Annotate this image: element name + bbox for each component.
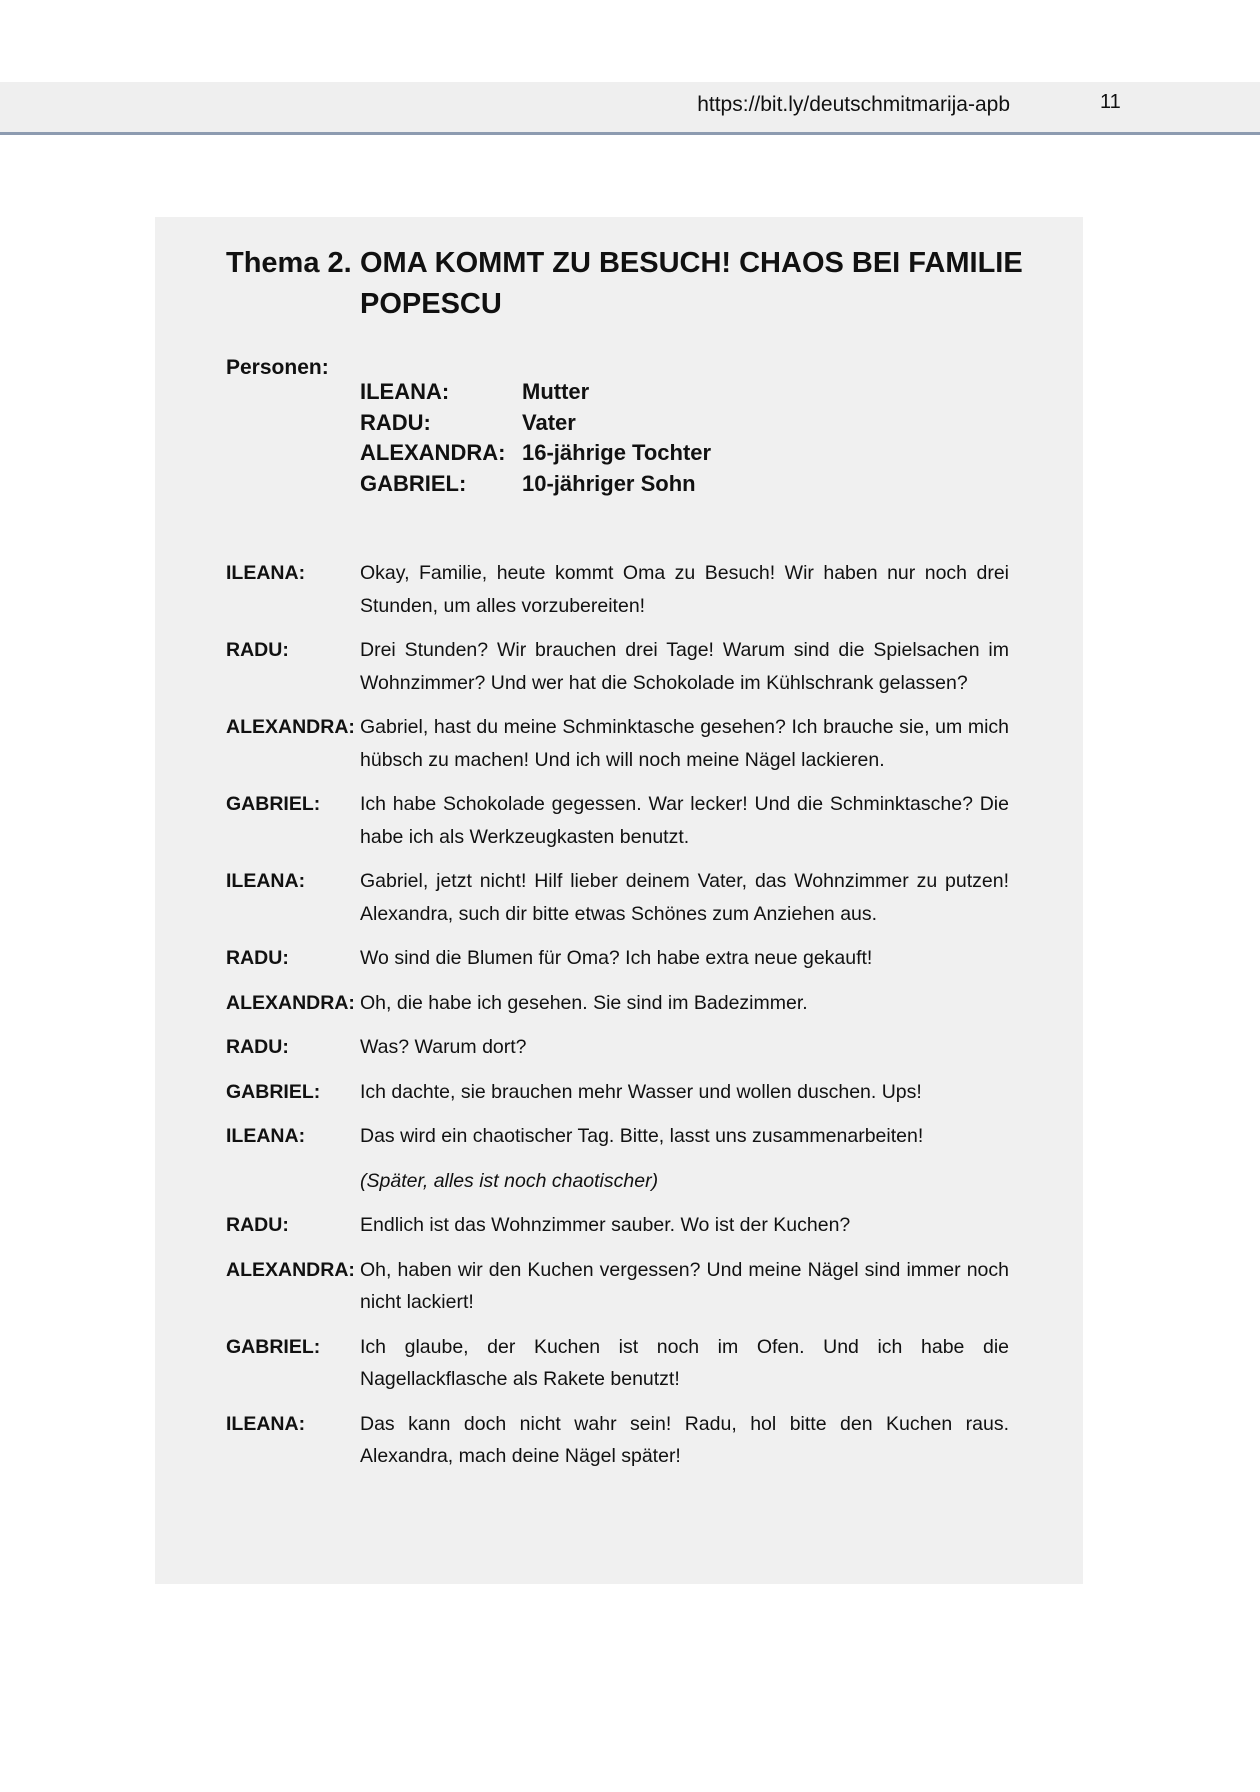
- dialogue-turn: [226, 987, 1026, 1020]
- dialogue-line: Endlich ist das Wohnzimmer sauber. Wo ist der Kuchen?: [360, 1214, 851, 1236]
- speaker-name: RADU:: [226, 639, 289, 661]
- dialogue-line: Okay, Familie, heute kommt Oma zu Besuch! Wir haben nur noch drei Stunden, um alles vorzubereiten!: [360, 562, 1009, 617]
- dialogue-turn: [226, 865, 1026, 930]
- dialogue-turn: [226, 1209, 1026, 1242]
- dialogue-turn: [226, 557, 1026, 622]
- speaker-name: ALEXANDRA:: [226, 1258, 355, 1281]
- dialogue-turn: [226, 942, 1026, 975]
- dialogue-line: Drei Stunden? Wir brauchen drei Tage! Warum sind die Spielsachen im Wohnzimmer? Und wer hat die Schokolade im Kühlschrank gelassen?: [360, 639, 1009, 694]
- page-number: 11: [1100, 91, 1121, 113]
- stage-direction: [226, 1165, 1026, 1198]
- person-name: ALEXANDRA:: [360, 440, 506, 465]
- dialogue-line: Das wird ein chaotischer Tag. Bitte, lasst uns zusammenarbeiten!: [360, 1125, 924, 1147]
- title-text: OMA KOMMT ZU BESUCH! CHAOS BEI FAMILIE POPESCU: [360, 247, 1023, 320]
- speaker-name: RADU:: [226, 1214, 289, 1236]
- speaker-name: ILEANA:: [226, 562, 306, 584]
- dialogue-turn: [226, 1031, 1026, 1064]
- dialogue-turn: [226, 1408, 1026, 1473]
- dialogue-line: Ich glaube, der Kuchen ist noch im Ofen. Und ich habe die Nagellackflasche als Rakete benutzt!: [360, 1335, 1009, 1390]
- title-prefix: Thema 2.: [226, 247, 352, 279]
- speaker-name: RADU:: [226, 1036, 289, 1058]
- dialogue-line: Wo sind die Blumen für Oma? Ich habe extra neue gekauft!: [360, 947, 873, 969]
- dialogue: [226, 557, 1026, 1485]
- header-url-link[interactable]: https://bit.ly/deutschmitmarija-apb: [697, 93, 1010, 116]
- person-role: 16-jährige Tochter: [522, 440, 712, 465]
- dialogue-line: Oh, haben wir den Kuchen vergessen? Und meine Nägel sind immer noch nicht lackiert!: [360, 1258, 1009, 1313]
- dialogue-line: Gabriel, jetzt nicht! Hilf lieber deinem Vater, das Wohnzimmer zu putzen! Alexandra, such dir bitte etwas Schönes zum Anziehen aus.: [360, 870, 1009, 925]
- dialogue-line: Das kann doch nicht wahr sein! Radu, hol bitte den Kuchen raus. Alexandra, mach deine Nägel später!: [360, 1412, 1009, 1467]
- dialogue-line: Oh, die habe ich gesehen. Sie sind im Badezimmer.: [360, 991, 808, 1014]
- dialogue-turn: [226, 1254, 1026, 1319]
- speaker-name: GABRIEL:: [226, 793, 321, 815]
- dialogue-line: Was? Warum dort?: [360, 1036, 527, 1058]
- person-name: ILEANA:: [360, 379, 450, 404]
- speaker-name: ALEXANDRA:: [226, 991, 355, 1014]
- header-divider: [0, 132, 1260, 135]
- person-name: RADU:: [360, 409, 431, 435]
- speaker-name: ILEANA:: [226, 1125, 306, 1147]
- person-role: 10-jähriger Sohn: [522, 470, 696, 496]
- speaker-name: ALEXANDRA:: [226, 716, 355, 738]
- speaker-name: GABRIEL:: [226, 1335, 321, 1358]
- speaker-name: ILEANA:: [226, 1412, 306, 1435]
- dialogue-line: Gabriel, hast du meine Schminktasche gesehen? Ich brauche sie, um mich hübsch zu machen! Und ich will noch meine Nägel lackieren.: [360, 716, 1009, 771]
- persons-label: Personen:: [226, 356, 329, 379]
- content-panel: [155, 217, 1083, 1584]
- dialogue-line: Ich habe Schokolade gegessen. War lecker! Und die Schminktasche? Die habe ich als Werkzeugkasten benutzt.: [360, 793, 1009, 848]
- dialogue-turn: [226, 1120, 1026, 1153]
- speaker-name: RADU:: [226, 947, 289, 969]
- dialogue-line: Ich dachte, sie brauchen mehr Wasser und wollen duschen. Ups!: [360, 1080, 922, 1103]
- person-role: Vater: [522, 409, 576, 435]
- stage-direction-text: (Später, alles ist noch chaotischer): [360, 1169, 659, 1192]
- page-header-bar: [0, 82, 1260, 132]
- speaker-name: ILEANA:: [226, 870, 306, 892]
- dialogue-turn: [226, 1331, 1026, 1396]
- dialogue-turn: [226, 1076, 1026, 1109]
- dialogue-turn: [226, 788, 1026, 853]
- dialogue-turn: [226, 634, 1026, 699]
- speaker-name: GABRIEL:: [226, 1080, 321, 1103]
- person-role: Mutter: [522, 379, 590, 404]
- dialogue-turn: [226, 711, 1026, 776]
- person-name: GABRIEL:: [360, 470, 467, 496]
